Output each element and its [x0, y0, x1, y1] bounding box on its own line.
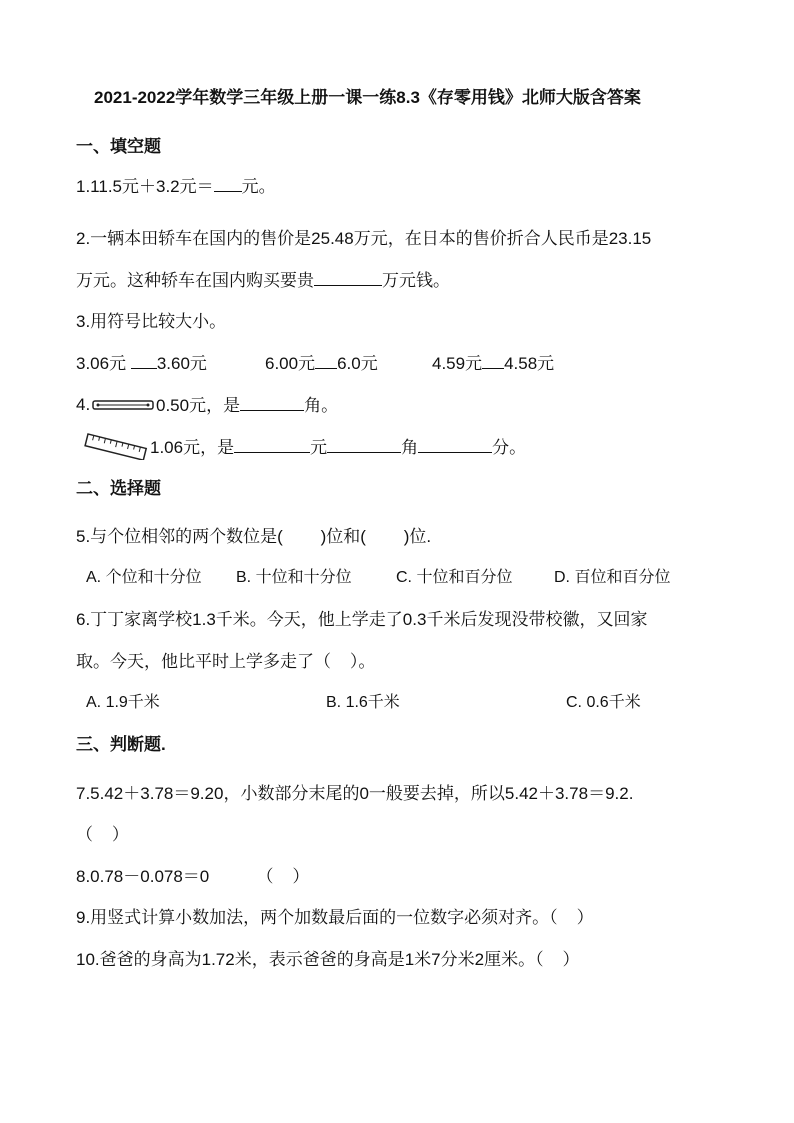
question-3-compare-2: 6.00元 6.0元: [265, 351, 378, 375]
question-3-compare-3: 4.59元 4.58元: [432, 351, 554, 375]
question-6-option-a[interactable]: A. 1.9千米: [86, 694, 160, 711]
question-5: 5.与个位相邻的两个数位是( )位和( )位.: [76, 527, 432, 546]
question-6-line-2: 取。今天，他比平时上学多走了（ ）。: [76, 652, 376, 671]
answer-blank[interactable]: [482, 351, 504, 369]
answer-blank[interactable]: [234, 435, 310, 453]
question-2-line-1: 2.一辆本田轿车在国内的售价是25.48万元，在日本的售价折合人民币是23.15: [76, 229, 652, 248]
answer-blank[interactable]: [214, 174, 242, 192]
question-6-line-1: 6.丁丁家离学校1.3千米。今天，他上学走了0.3千米后发现没带校徽，又回家: [76, 610, 648, 629]
question-5-option-a[interactable]: A. 个位和十分位: [86, 569, 202, 586]
answer-blank[interactable]: [240, 393, 304, 411]
question-5-option-d[interactable]: D. 百位和百分位: [554, 569, 671, 586]
question-5-option-b[interactable]: B. 十位和十分位: [236, 569, 352, 586]
question-4-part-1: 0.50元，是 角。: [156, 393, 338, 417]
answer-blank[interactable]: [327, 435, 401, 453]
question-5-option-c[interactable]: C. 十位和百分位: [396, 569, 513, 586]
question-10: 10.爸爸的身高为1.72米，表示爸爸的身高是1米7分米2厘米。（ ）: [76, 950, 580, 969]
answer-blank[interactable]: [315, 351, 337, 369]
question-8: 8.0.78－0.078＝0 （ ）: [76, 867, 310, 886]
ruler-short-icon: [92, 398, 154, 412]
question-4-number: 4.: [76, 395, 91, 414]
question-9: 9.用竖式计算小数加法，两个加数最后面的一位数字必须对齐。（ ）: [76, 908, 594, 927]
question-6-option-c[interactable]: C. 0.6千米: [566, 694, 641, 711]
question-1: 1.11.5元＋3.2元＝ 元。: [76, 174, 276, 198]
question-3-compare-1: 3.06元 3.60元: [76, 351, 207, 375]
question-7-answer-bracket[interactable]: （ ）: [76, 825, 129, 844]
answer-blank[interactable]: [418, 435, 492, 453]
question-7-line-1: 7.5.42＋3.78＝9.20，小数部分末尾的0一般要去掉，所以5.42＋3.78＝9.2.: [76, 784, 634, 803]
section-multiple-choice: 二、选择题: [76, 479, 161, 498]
answer-blank[interactable]: [314, 268, 382, 286]
section-fill-in: 一、填空题: [76, 137, 161, 156]
question-2-line-2: 万元。这种轿车在国内购买要贵 万元钱。: [76, 268, 450, 292]
question-6-option-b[interactable]: B. 1.6千米: [326, 694, 400, 711]
question-4-part-2: 1.06元，是 元 角 分。: [150, 435, 526, 459]
question-3-line-1: 3.用符号比较大小。: [76, 312, 227, 331]
ruler-long-icon: [84, 426, 150, 460]
answer-blank[interactable]: [131, 351, 157, 369]
section-true-false: 三、判断题.: [76, 735, 166, 754]
page-title: 2021-2022学年数学三年级上册一课一练8.3《存零用钱》北师大版含答案: [94, 88, 641, 107]
